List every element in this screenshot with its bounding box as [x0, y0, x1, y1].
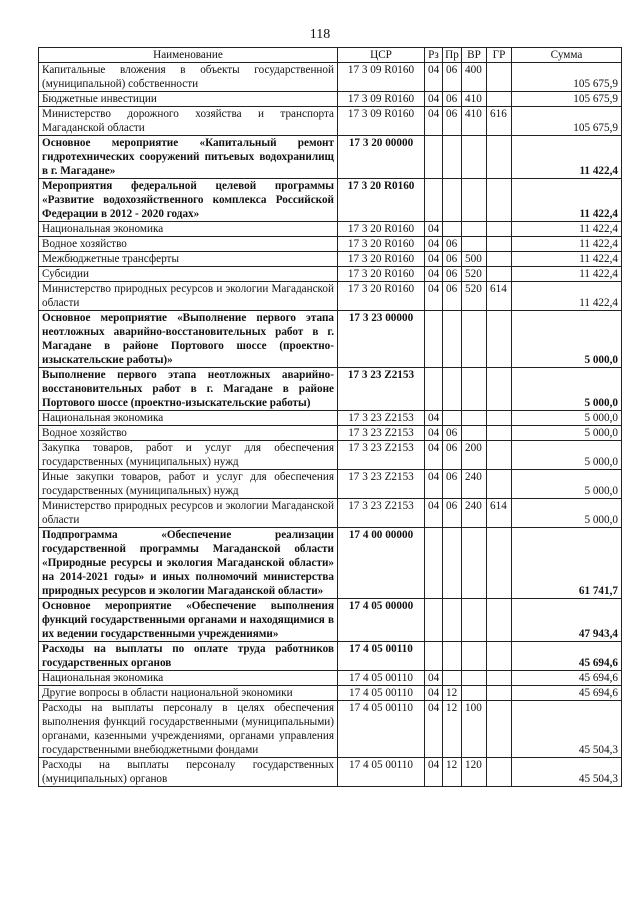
row-rz [425, 642, 443, 671]
row-pr: 06 [443, 63, 462, 92]
row-gr [487, 136, 512, 179]
row-vr [462, 311, 487, 368]
row-sum: 11 422,4 [512, 282, 622, 311]
row-gr [487, 311, 512, 368]
table-header-row [39, 48, 622, 63]
row-sum: 5 000,0 [512, 470, 622, 499]
table-row [39, 179, 622, 222]
table-row [39, 237, 622, 252]
row-gr [487, 368, 512, 411]
row-csr: 17 3 09 R0160 [338, 107, 425, 136]
row-sum: 11 422,4 [512, 252, 622, 267]
row-csr: 17 3 23 Z2153 [338, 426, 425, 441]
row-rz: 04 [425, 267, 443, 282]
table-row [39, 599, 622, 642]
row-sum: 47 943,4 [512, 599, 622, 642]
table-row [39, 701, 622, 758]
page-number: 118 [309, 27, 331, 42]
row-pr [443, 179, 462, 222]
row-gr [487, 686, 512, 701]
row-csr: 17 3 20 R0160 [338, 179, 425, 222]
row-name: Основное мероприятие «Обеспечение выполнения функций государственными органами и находящимися в их ведении государственными учреждениями» [39, 599, 338, 642]
row-csr: 17 3 23 00000 [338, 311, 425, 368]
row-csr: 17 4 05 00110 [338, 642, 425, 671]
row-name: Водное хозяйство [39, 426, 338, 441]
row-vr: 120 [462, 758, 487, 787]
table-row [39, 282, 622, 311]
row-sum: 11 422,4 [512, 222, 622, 237]
table-row [39, 686, 622, 701]
row-rz: 04 [425, 282, 443, 311]
row-name: Капитальные вложения в объекты государственной (муниципальной) собственности [39, 63, 338, 92]
row-name: Межбюджетные трансферты [39, 252, 338, 267]
row-name: Министерство природных ресурсов и экологии Магаданской области [39, 499, 338, 528]
row-name: Расходы на выплаты персоналу государственных (муниципальных) органов [39, 758, 338, 787]
row-csr: 17 3 23 Z2153 [338, 411, 425, 426]
row-sum: 105 675,9 [512, 92, 622, 107]
row-gr [487, 599, 512, 642]
table-row [39, 311, 622, 368]
row-gr [487, 642, 512, 671]
row-csr: 17 4 00 00000 [338, 528, 425, 599]
row-name: Национальная экономика [39, 222, 338, 237]
row-sum: 105 675,9 [512, 63, 622, 92]
row-sum: 11 422,4 [512, 237, 622, 252]
header-name: Наименование [39, 48, 338, 63]
row-name: Другие вопросы в области национальной экономики [39, 686, 338, 701]
row-pr: 06 [443, 267, 462, 282]
row-name: Подпрограмма «Обеспечение реализации государственной программы Магаданской области «Природные ресурсы и экология Магаданской области» на 2014-2021 годы» и иных полномочий министерства природных ресурсов и экологии Магаданской области» [39, 528, 338, 599]
row-vr [462, 368, 487, 411]
row-vr: 200 [462, 441, 487, 470]
row-sum: 45 504,3 [512, 701, 622, 758]
row-pr: 06 [443, 441, 462, 470]
row-pr: 06 [443, 252, 462, 267]
row-pr [443, 136, 462, 179]
row-gr [487, 92, 512, 107]
row-name: Расходы на выплаты персоналу в целях обеспечения выполнения функций государственными (муниципальными) органами, казенными учреждениями, органами управления государственными внебюджетными фондами [39, 701, 338, 758]
header-pr: Пр [443, 48, 462, 63]
row-rz: 04 [425, 499, 443, 528]
row-vr [462, 528, 487, 599]
row-sum: 5 000,0 [512, 441, 622, 470]
row-csr: 17 4 05 00110 [338, 758, 425, 787]
row-rz: 04 [425, 686, 443, 701]
row-gr: 616 [487, 107, 512, 136]
row-sum: 5 000,0 [512, 411, 622, 426]
row-gr [487, 222, 512, 237]
row-sum: 11 422,4 [512, 136, 622, 179]
row-rz [425, 179, 443, 222]
table-row [39, 441, 622, 470]
row-csr: 17 3 20 R0160 [338, 222, 425, 237]
row-vr: 100 [462, 701, 487, 758]
table-row [39, 252, 622, 267]
row-pr [443, 411, 462, 426]
header-csr: ЦСР [338, 48, 425, 63]
row-name: Водное хозяйство [39, 237, 338, 252]
row-vr [462, 642, 487, 671]
table-row [39, 758, 622, 787]
row-vr: 240 [462, 499, 487, 528]
row-gr [487, 470, 512, 499]
row-csr: 17 3 09 R0160 [338, 63, 425, 92]
row-pr: 06 [443, 426, 462, 441]
row-name: Иные закупки товаров, работ и услуг для обеспечения государственных (муниципальных) нужд [39, 470, 338, 499]
row-rz [425, 599, 443, 642]
row-gr [487, 441, 512, 470]
row-csr: 17 3 23 Z2153 [338, 441, 425, 470]
row-csr: 17 3 23 Z2153 [338, 368, 425, 411]
row-csr: 17 3 23 Z2153 [338, 470, 425, 499]
row-pr: 06 [443, 92, 462, 107]
row-sum: 45 694,6 [512, 671, 622, 686]
table-row [39, 426, 622, 441]
row-rz: 04 [425, 758, 443, 787]
row-name: Расходы на выплаты по оплате труда работников государственных органов [39, 642, 338, 671]
row-pr: 12 [443, 701, 462, 758]
row-name: Национальная экономика [39, 411, 338, 426]
row-vr [462, 671, 487, 686]
row-rz: 04 [425, 252, 443, 267]
budget-table [38, 47, 622, 787]
row-csr: 17 4 05 00110 [338, 686, 425, 701]
row-rz: 04 [425, 222, 443, 237]
table-row [39, 499, 622, 528]
row-sum: 45 694,6 [512, 686, 622, 701]
row-csr: 17 3 20 R0160 [338, 252, 425, 267]
row-gr [487, 701, 512, 758]
row-csr: 17 3 20 R0160 [338, 237, 425, 252]
table-row [39, 92, 622, 107]
row-csr: 17 3 20 R0160 [338, 267, 425, 282]
row-vr [462, 222, 487, 237]
row-gr [487, 758, 512, 787]
row-rz: 04 [425, 411, 443, 426]
header-sum: Сумма [512, 48, 622, 63]
row-rz: 04 [425, 63, 443, 92]
row-vr [462, 237, 487, 252]
row-pr [443, 599, 462, 642]
row-pr: 06 [443, 499, 462, 528]
row-pr [443, 222, 462, 237]
row-vr [462, 411, 487, 426]
row-sum: 45 694,6 [512, 642, 622, 671]
row-pr: 06 [443, 107, 462, 136]
row-pr: 12 [443, 758, 462, 787]
row-pr: 12 [443, 686, 462, 701]
row-gr [487, 63, 512, 92]
row-csr: 17 3 09 R0160 [338, 92, 425, 107]
row-name: Министерство природных ресурсов и экологии Магаданской области [39, 282, 338, 311]
row-rz [425, 311, 443, 368]
table-row [39, 368, 622, 411]
row-name: Национальная экономика [39, 671, 338, 686]
row-sum: 61 741,7 [512, 528, 622, 599]
row-name: Основное мероприятие «Капитальный ремонт гидротехнических сооружений питьевых водохранилищ в г. Магадане» [39, 136, 338, 179]
row-vr [462, 599, 487, 642]
row-sum: 5 000,0 [512, 311, 622, 368]
table-row [39, 470, 622, 499]
row-pr: 06 [443, 237, 462, 252]
row-vr [462, 179, 487, 222]
header-rz: Рз [425, 48, 443, 63]
row-name: Основное мероприятие «Выполнение первого этапа неотложных аварийно-восстановительных работ в г. Магадане в районе Портового шоссе (проектно-изыскательские работы)» [39, 311, 338, 368]
row-rz: 04 [425, 671, 443, 686]
row-vr: 400 [462, 63, 487, 92]
table-row [39, 222, 622, 237]
table-row [39, 107, 622, 136]
row-vr [462, 136, 487, 179]
row-rz: 04 [425, 107, 443, 136]
table-row [39, 267, 622, 282]
row-csr: 17 4 05 00000 [338, 599, 425, 642]
row-pr: 06 [443, 470, 462, 499]
row-sum: 11 422,4 [512, 179, 622, 222]
header-vr: ВР [462, 48, 487, 63]
row-rz: 04 [425, 470, 443, 499]
row-vr: 410 [462, 107, 487, 136]
row-sum: 5 000,0 [512, 426, 622, 441]
table-row [39, 528, 622, 599]
row-pr [443, 671, 462, 686]
row-rz: 04 [425, 92, 443, 107]
row-name: Мероприятия федеральной целевой программы «Развитие водохозяйственного комплекса Российской Федерации в 2012 - 2020 годах» [39, 179, 338, 222]
row-vr: 500 [462, 252, 487, 267]
row-csr: 17 3 20 00000 [338, 136, 425, 179]
row-csr: 17 4 05 00110 [338, 701, 425, 758]
row-vr: 520 [462, 267, 487, 282]
row-sum: 11 422,4 [512, 267, 622, 282]
header-gr: ГР [487, 48, 512, 63]
row-rz [425, 136, 443, 179]
row-gr [487, 179, 512, 222]
row-vr: 520 [462, 282, 487, 311]
row-sum: 5 000,0 [512, 368, 622, 411]
row-pr [443, 642, 462, 671]
row-gr [487, 528, 512, 599]
row-gr: 614 [487, 499, 512, 528]
row-vr [462, 686, 487, 701]
row-vr: 410 [462, 92, 487, 107]
table-row [39, 411, 622, 426]
table-row [39, 642, 622, 671]
row-gr [487, 411, 512, 426]
row-gr [487, 671, 512, 686]
table-row [39, 63, 622, 92]
table-row [39, 136, 622, 179]
row-sum: 105 675,9 [512, 107, 622, 136]
row-csr: 17 4 05 00110 [338, 671, 425, 686]
row-gr [487, 426, 512, 441]
row-rz: 04 [425, 701, 443, 758]
row-name: Выполнение первого этапа неотложных аварийно-восстановительных работ в г. Магадане в районе Портового шоссе (проектно-изыскательские работы) [39, 368, 338, 411]
table-row [39, 671, 622, 686]
row-rz: 04 [425, 441, 443, 470]
row-rz [425, 368, 443, 411]
row-pr [443, 368, 462, 411]
row-rz: 04 [425, 426, 443, 441]
row-name: Бюджетные инвестиции [39, 92, 338, 107]
row-pr [443, 528, 462, 599]
row-rz [425, 528, 443, 599]
row-name: Закупка товаров, работ и услуг для обеспечения государственных (муниципальных) нужд [39, 441, 338, 470]
row-sum: 45 504,3 [512, 758, 622, 787]
row-gr: 614 [487, 282, 512, 311]
row-csr: 17 3 20 R0160 [338, 282, 425, 311]
row-csr: 17 3 23 Z2153 [338, 499, 425, 528]
row-vr [462, 426, 487, 441]
row-gr [487, 267, 512, 282]
row-vr: 240 [462, 470, 487, 499]
row-pr [443, 311, 462, 368]
row-gr [487, 252, 512, 267]
row-name: Субсидии [39, 267, 338, 282]
row-rz: 04 [425, 237, 443, 252]
row-sum: 5 000,0 [512, 499, 622, 528]
row-name: Министерство дорожного хозяйства и транспорта Магаданской области [39, 107, 338, 136]
row-pr: 06 [443, 282, 462, 311]
row-gr [487, 237, 512, 252]
